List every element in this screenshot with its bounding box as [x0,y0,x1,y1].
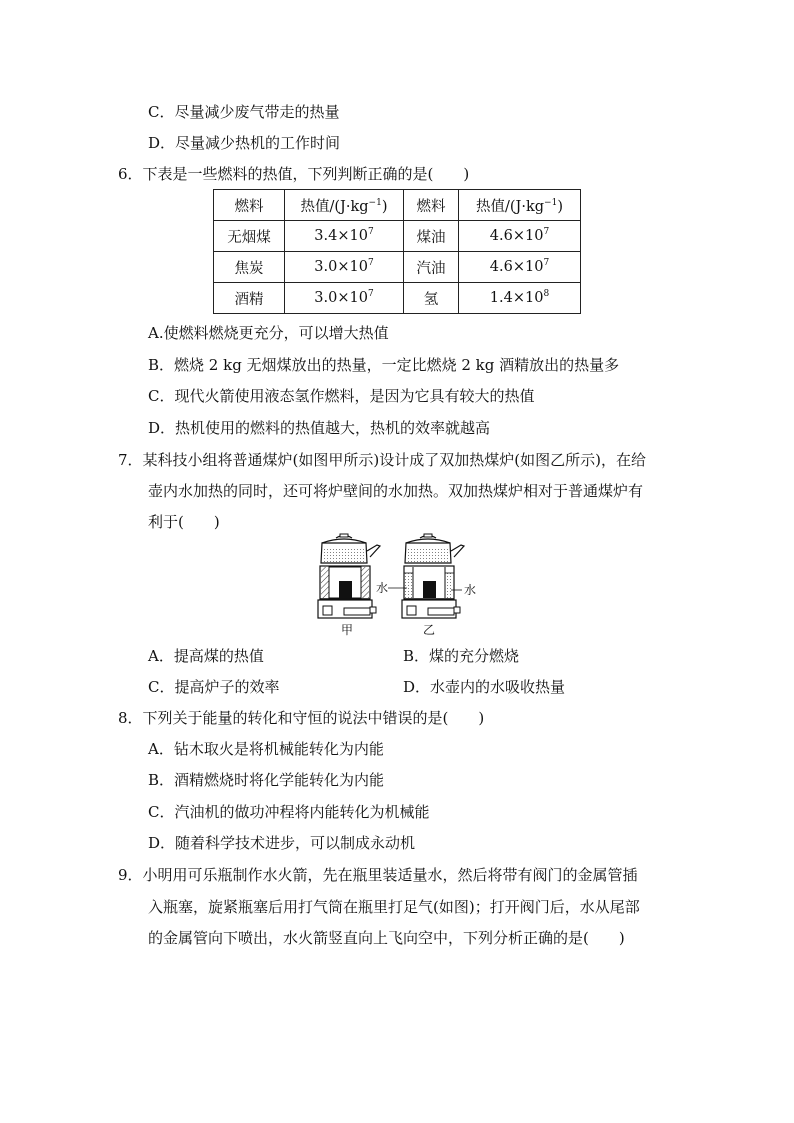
q6-option-c: C．现代火箭使用液态氢作燃料，是因为它具有较大的热值 [148,387,535,405]
table-cell: $3.4\times 10^7$ [285,221,404,252]
q9-stem-line-1: 9．小明用可乐瓶制作水火箭，先在瓶里装适量水，然后将带有阀门的金属管插 [118,866,638,884]
q6-option-a: A.使燃料燃烧更充分，可以增大热值 [148,324,389,342]
figure-caption-left: 甲 [341,623,354,637]
q6-option-b: B．燃烧 2 kg 无烟煤放出的热量，一定比燃烧 2 kg 酒精放出的热量多 [148,356,620,374]
table-header: 燃料 [404,190,459,221]
table-cell: $4.6\times 10^7$ [459,252,581,283]
q7-option-a: A．提高煤的热值 [148,647,264,665]
q7-stem-line-3: 利于( ) [148,513,220,531]
q5-option-c: C．尽量减少废气带走的热量 [148,103,340,121]
q9-stem-line-2: 入瓶塞，旋紧瓶塞后用打气筒在瓶里打足气(如图)；打开阀门后，水从尾部 [148,898,640,916]
q8-option-c: C．汽油机的做功冲程将内能转化为机械能 [148,803,430,821]
fuel-heat-value-table [213,189,581,314]
table-cell: 酒精 [214,283,285,314]
table-cell: 焦炭 [214,252,285,283]
q7-option-b: B．煤的充分燃烧 [403,647,520,665]
stove-comparison-figure [314,533,484,643]
table-cell: $3.0\times 10^7$ [285,252,404,283]
table-cell: $3.0\times 10^7$ [285,283,404,314]
q6-option-d: D．热机使用的燃料的热值越大，热机的效率就越高 [148,419,491,437]
q7-option-c: C．提高炉子的效率 [148,678,280,696]
ordinary-stove-diagram [318,534,380,618]
table-cell: 汽油 [404,252,459,283]
q8-stem: 8．下列关于能量的转化和守恒的说法中错误的是( ) [118,709,485,727]
q6-stem: 6．下表是一些燃料的热值，下列判断正确的是( ) [118,165,470,183]
q7-stem-line-2: 壶内水加热的同时，还可将炉壁间的水加热。双加热煤炉相对于普通煤炉有 [148,482,644,500]
water-label-left: 水 [376,581,389,595]
table-row [214,283,581,314]
table-cell: 煤油 [404,221,459,252]
double-heating-stove-diagram [388,534,464,618]
table-header: 热值$/(J\cdot kg^{-1})$ [459,190,581,221]
table-cell: $4.6\times 10^7$ [459,221,581,252]
q8-option-d: D．随着科学技术进步，可以制成永动机 [148,834,416,852]
table-cell: 无烟煤 [214,221,285,252]
table-row [214,221,581,252]
water-label-right: 水 [464,583,477,597]
q7-stem-line-1: 7．某科技小组将普通煤炉(如图甲所示)设计成了双加热煤炉(如图乙所示)，在给 [118,451,646,469]
table-row [214,252,581,283]
figure-caption-right: 乙 [423,623,436,637]
q8-option-a: A．钻木取火是将机械能转化为内能 [148,740,384,758]
q8-option-b: B．酒精燃烧时将化学能转化为内能 [148,771,385,789]
q9-stem-line-3: 的金属管向下喷出，水火箭竖直向上飞向空中，下列分析正确的是( ) [148,929,625,947]
table-header: 热值$/(J\cdot kg^{-1})$ [285,190,404,221]
table-cell: 氢 [404,283,459,314]
q5-option-d: D．尽量减少热机的工作时间 [148,134,341,152]
table-header-row [214,190,581,221]
table-header: 燃料 [214,190,285,221]
table-cell: $1.4\times 10^8$ [459,283,581,314]
q7-option-d: D．水壶内的水吸收热量 [403,678,566,696]
